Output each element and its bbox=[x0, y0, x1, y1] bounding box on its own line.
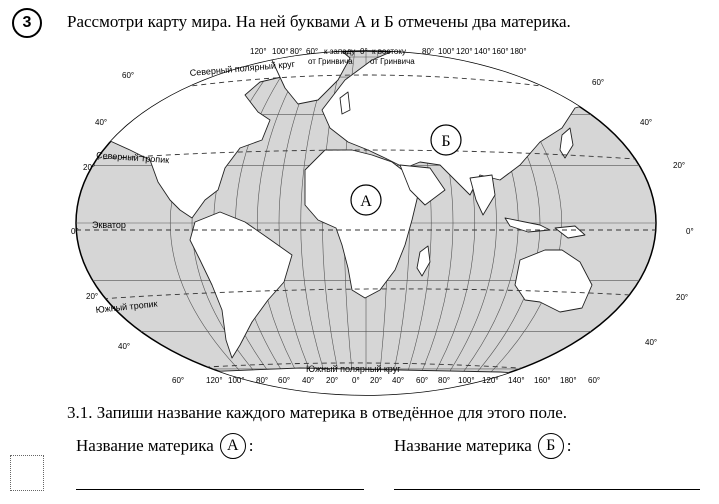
lat-label-0-right: 0° bbox=[686, 227, 694, 236]
lat-label-20s-left: 20° bbox=[86, 292, 99, 301]
top-lon-160e: 160° bbox=[492, 47, 509, 56]
bottom-lon-0: 0° bbox=[352, 376, 360, 385]
field-label-a-text: Название материка bbox=[76, 436, 214, 455]
marker-a-letter: А bbox=[360, 193, 372, 210]
lat-label-60n-right: 60° bbox=[592, 78, 605, 87]
marker-b-letter: Б bbox=[441, 133, 451, 150]
islands-new-zealand bbox=[600, 322, 614, 345]
top-lon-0: 0° bbox=[360, 47, 368, 56]
top-lon-east-label: к востоку bbox=[372, 47, 406, 56]
bottom-lon-120e: 120° bbox=[482, 376, 499, 385]
bottom-lon-60-right: 60° bbox=[588, 376, 601, 385]
task-text: Рассмотри карту мира. На ней буквами А и Б отмечены два материка. bbox=[67, 12, 571, 31]
marker-b bbox=[431, 125, 461, 155]
bottom-lon-60w: 60° bbox=[278, 376, 291, 385]
task-number-badge: 3 bbox=[12, 8, 42, 38]
marker-a bbox=[351, 185, 381, 215]
field-label-b-circle: Б bbox=[538, 433, 564, 459]
bottom-lon-140e: 140° bbox=[508, 376, 525, 385]
top-lon-west-greenwich: от Гринвича bbox=[308, 57, 353, 66]
lat-label-20n-right: 20° bbox=[673, 161, 686, 170]
field-label-a-colon: : bbox=[248, 436, 254, 455]
top-lon-80e: 80° bbox=[422, 47, 435, 56]
lat-label-40s-left: 40° bbox=[118, 342, 131, 351]
bottom-lon-20e: 20° bbox=[370, 376, 383, 385]
bottom-lon-40e: 40° bbox=[392, 376, 405, 385]
bottom-lon-80w: 80° bbox=[256, 376, 269, 385]
field-label-b-text: Название материка bbox=[394, 436, 532, 455]
top-lon-80w: 80° bbox=[290, 47, 303, 56]
top-lon-60w: 60° bbox=[306, 47, 319, 56]
lat-label-60n-left: 60° bbox=[122, 71, 135, 80]
lat-label-40n-right: 40° bbox=[640, 118, 653, 127]
top-lon-180: 180° bbox=[510, 47, 527, 56]
bottom-lon-100e: 100° bbox=[458, 376, 475, 385]
bottom-lon-120w: 120° bbox=[206, 376, 223, 385]
bottom-lon-100w: 100° bbox=[228, 376, 245, 385]
score-box[interactable] bbox=[10, 455, 44, 491]
label-equator: Экватор bbox=[92, 220, 126, 230]
top-lon-120w: 120° bbox=[250, 47, 267, 56]
bottom-lon-60e: 60° bbox=[416, 376, 429, 385]
lat-label-40s-right: 40° bbox=[645, 338, 658, 347]
question-text: 3.1. Запиши название каждого материка в отведённое для этого поле. bbox=[67, 403, 568, 422]
bottom-lon-160e: 160° bbox=[534, 376, 551, 385]
top-lon-west-label: к западу bbox=[324, 47, 356, 56]
top-lon-east-greenwich: от Гринвича bbox=[370, 57, 415, 66]
top-lon-100e: 100° bbox=[438, 47, 455, 56]
top-lon-120e: 120° bbox=[456, 47, 473, 56]
label-south-tropic: Южный тропик bbox=[95, 298, 158, 315]
label-north-tropic: Северный тропик bbox=[95, 150, 170, 166]
lat-label-20s-right: 20° bbox=[676, 293, 689, 302]
field-label-a-circle: А bbox=[220, 433, 246, 459]
answer-field-b[interactable] bbox=[394, 489, 700, 490]
lat-label-0-left: 0° bbox=[71, 227, 79, 236]
field-label-b bbox=[394, 433, 571, 459]
bottom-lon-180: 180° bbox=[560, 376, 577, 385]
top-lon-140e: 140° bbox=[474, 47, 491, 56]
label-south-polar-circle: Южный полярный круг bbox=[306, 364, 401, 374]
label-north-polar-circle: Северный полярный круг bbox=[189, 58, 296, 78]
lat-label-20n-left: 20° bbox=[83, 163, 96, 172]
bottom-lon-80e: 80° bbox=[438, 376, 451, 385]
lat-label-40n-left: 40° bbox=[95, 118, 108, 127]
bottom-lon-60: 60° bbox=[172, 376, 185, 385]
field-label-a bbox=[76, 433, 253, 459]
field-label-b-colon: : bbox=[566, 436, 572, 455]
answer-field-a[interactable] bbox=[76, 489, 364, 490]
top-lon-100w: 100° bbox=[272, 47, 289, 56]
bottom-lon-40w: 40° bbox=[302, 376, 315, 385]
bottom-lon-20w: 20° bbox=[326, 376, 339, 385]
